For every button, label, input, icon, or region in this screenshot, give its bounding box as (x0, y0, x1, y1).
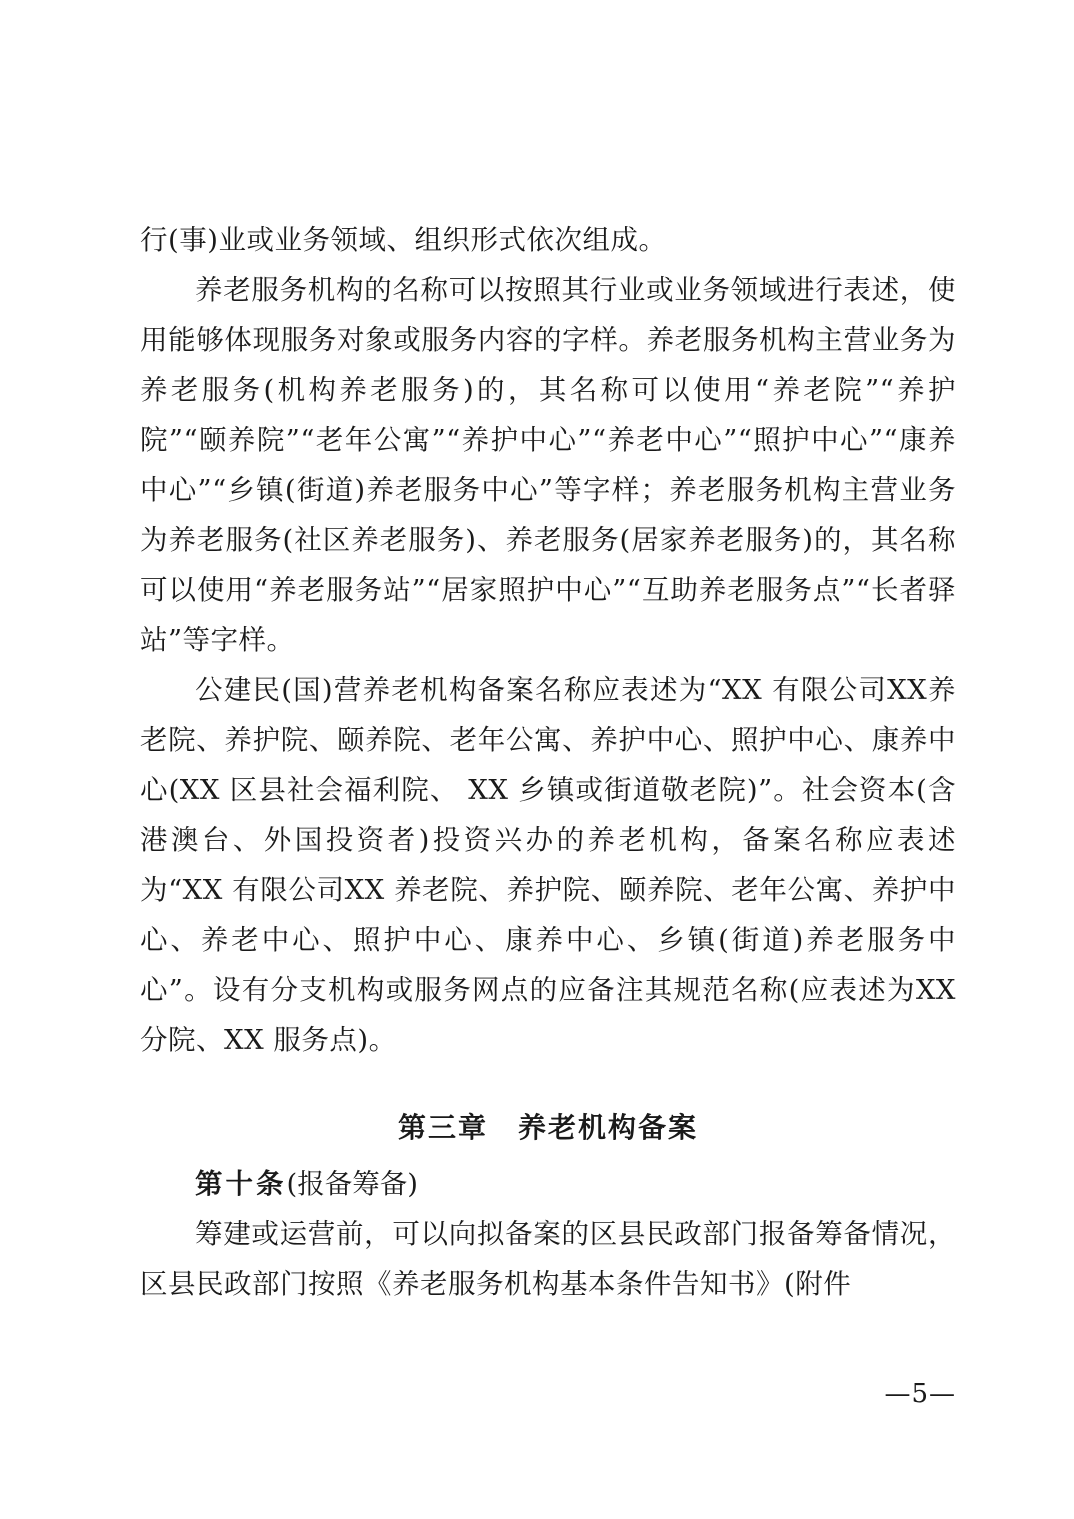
page-number: —5— (884, 1379, 956, 1409)
article-title: (报备筹备) (286, 1168, 418, 1200)
chapter-heading: 第三章 养老机构备案 (397, 1111, 698, 1144)
article-label: 第十条 (195, 1168, 287, 1200)
paragraph-continuation: 行(事)业或业务领域、组织形式依次组成。 (140, 224, 667, 256)
paragraph-naming-rules: 养老服务机构的名称可以按照其行业或业务领域进行表述，使用能够体现服务对象或服务内容的字样。养老服务机构主营业务为养老服务(机构养老服务)的，其名称可以使用“养老院”“养护院”“颐养院”“老年公寓”“养护中心”“养老中心”“照护中心”“康养中心”“乡镇(街道)养老服务中心”等字样；养老服务机构主营业务为养老服务(社区养老服务)、养老服务(居家养老服务)的，其名称可以使用“养老服务站”“居家照护中心”“互助养老服务点”“长者驿站”等字样。 (140, 274, 956, 656)
paragraph-public-private: 公建民(国)营养老机构备案名称应表述为“XX 有限公司XX养老院、养护院、颐养院、老年公寓、养护中心、照护中心、康养中心(XX 区县社会福利院、 XX 乡镇或街道敬老院)”。社会资本(含港澳台、外国投资者)投资兴办的养老机构，备案名称应表述为“XX 有限公司XX 养老院、养护院、颐养院、老年公寓、养护中心、养老中心、照护中心、康养中心、乡镇(街道)养老服务中心”。设有分支机构或服务网点的应备注其规范名称(应表述为XX 分院、XX 服务点)。 (140, 674, 956, 1056)
article-heading (140, 1159, 956, 1209)
paragraph-article-body: 筹建或运营前，可以向拟备案的区县民政部门报备筹备情况，区县民政部门按照《养老服务机构基本条件告知书》(附件 (140, 1218, 956, 1300)
